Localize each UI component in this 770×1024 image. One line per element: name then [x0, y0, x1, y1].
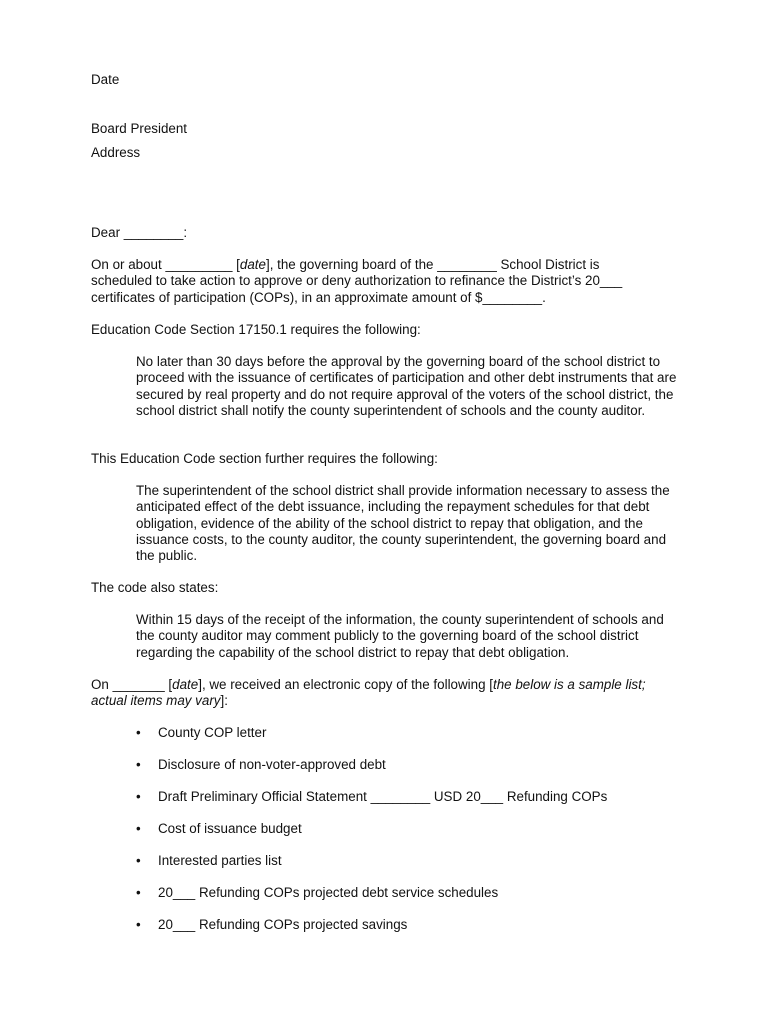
block-quote-1: No later than 30 days before the approval by the governing board of the school district to proceed with the issuance of certificates of participation and other debt instruments that are secured by real property and do not require approval of the voters of the school district, the school district shall notify the county superintendent of schools and the county auditor. [136, 354, 677, 418]
block-quote-3: Within 15 days of the receipt of the information, the county superintendent of schools and the county auditor may comment publicly to the governing board of the school district regarding the capability of the school district to repay that debt obligation. [136, 612, 664, 660]
list-item [136, 821, 676, 853]
list-item [136, 853, 676, 885]
received-items-list [136, 725, 676, 949]
intro-date-placeholder: date [239, 257, 266, 272]
block-quote-2: The superintendent of the school district shall provide information necessary to assess the anticipated effect of the debt issuance, including the repayment schedules for that debt obligation, evidence of the ability of the school district to repay that obligation, and the issuance costs, to the county auditor, the county superintendent, the governing board and the public. [136, 483, 670, 564]
list-item-text: Disclosure of non-voter-approved debt [158, 757, 386, 772]
received-text-end: ]: [220, 693, 228, 709]
further-intro-paragraph: This Education Code section further requires the following: [91, 451, 438, 466]
list-item-text: 20___ Refunding COPs projected debt service schedules [158, 885, 499, 900]
list-item-text: County COP letter [158, 725, 267, 740]
letter-date: Date [91, 72, 120, 87]
received-date-placeholder: date [172, 677, 199, 692]
list-item [136, 885, 676, 917]
list-item-text: Draft Preliminary Official Statement ________ USD 20___ Refunding COPs [158, 789, 608, 804]
list-item-text: Cost of issuance budget [158, 821, 302, 836]
list-item-text: 20___ Refunding COPs projected savings [158, 917, 408, 932]
intro-text-end: ], the governing board of the ________ School District is scheduled to take action to approve or deny authorization to refinance the District’s 20___ certificates of participation (COPs), in an approximate amount of $________. [91, 257, 623, 305]
intro-paragraph [91, 257, 651, 306]
received-paragraph [91, 677, 681, 710]
states-intro-paragraph: The code also states: [91, 580, 219, 595]
bullet-icon: • [136, 789, 141, 804]
list-item [136, 917, 676, 949]
list-item [136, 757, 676, 789]
code-intro-paragraph: Education Code Section 17150.1 requires the following: [91, 322, 421, 337]
bullet-icon: • [136, 821, 141, 836]
recipient-name: Board President [91, 121, 188, 136]
list-item [136, 789, 676, 821]
bullet-icon: • [136, 725, 141, 740]
recipient-address: Address [91, 145, 141, 160]
list-item-text: Interested parties list [158, 853, 282, 868]
bullet-icon: • [136, 917, 141, 932]
bullet-icon: • [136, 853, 141, 868]
bullet-icon: • [136, 757, 141, 772]
salutation: Dear ________: [91, 225, 188, 240]
bullet-icon: • [136, 885, 141, 900]
intro-text-start: On or about _________ [ [91, 257, 240, 272]
received-text-middle: ], we received an electronic copy of the following [ [198, 677, 493, 692]
list-item [136, 725, 676, 757]
received-sample-note: the below is a sample list; actual items may vary [91, 677, 646, 709]
received-text-start: On _______ [ [91, 677, 173, 692]
